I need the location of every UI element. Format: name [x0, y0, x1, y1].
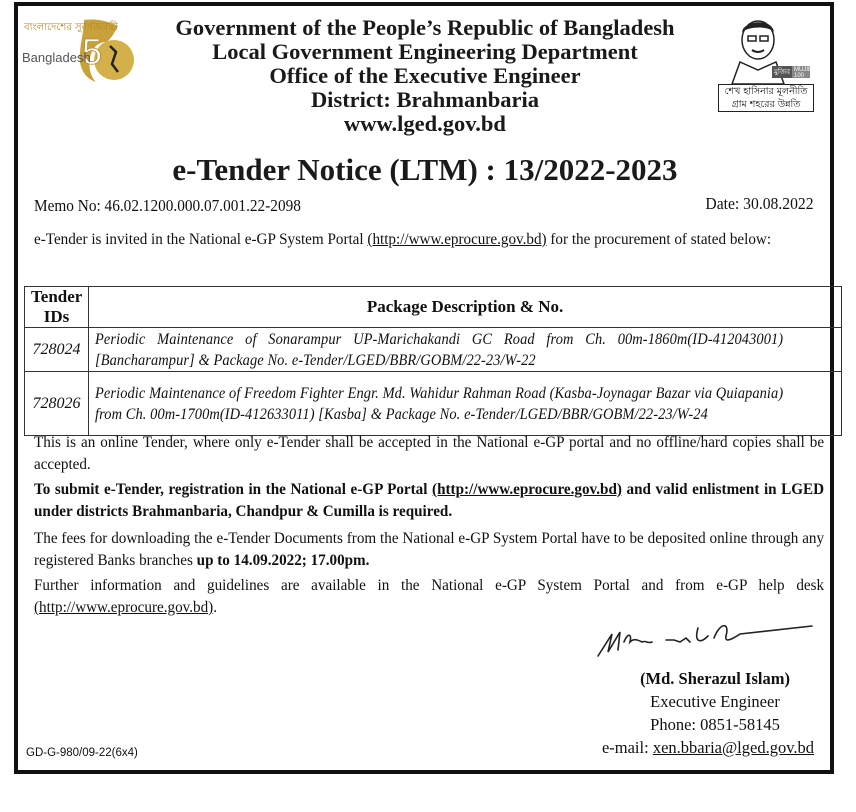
- eprocure-link[interactable]: (http://www.eprocure.gov.bd): [367, 230, 547, 248]
- logo-bengali-text: বাংলাদেশের সুবর্ণজয়ন্তী: [24, 22, 118, 33]
- eprocure-link[interactable]: (http://www.eprocure.gov.bd): [34, 598, 214, 616]
- column-header-package-description: Package Description & No.: [89, 287, 842, 328]
- signer-designation: Executive Engineer: [650, 692, 780, 711]
- intro-text-end: for the procurement of stated below:: [546, 230, 772, 248]
- fees-text: The fees for downloading the e-Tender Documents from the National e-GP System Portal have to be deposited online through any registered Banks branches: [34, 529, 825, 569]
- signature-image: [590, 612, 820, 664]
- header-website: www.lged.gov.bd: [344, 111, 506, 136]
- fees-paragraph: [34, 527, 824, 571]
- tender-id: 728026: [25, 372, 89, 436]
- package-description: Periodic Maintenance of Sonarampur UP-Marichakandi GC Road from Ch. 00m-1860m(ID-412043001) [Bancharampur] & Package No. e-Tender/LGED/BBR/GOBM/22-23/W-22: [95, 330, 784, 369]
- further-info-end: .: [213, 598, 217, 616]
- tender-id: 728024: [25, 328, 89, 372]
- header-district: District: Brahmanbaria: [310, 87, 540, 112]
- mujib-100-logo: [718, 14, 814, 110]
- email-label: e-mail:: [601, 738, 653, 757]
- memo-number: Memo No: 46.02.1200.000.07.001.22-2098: [34, 196, 301, 215]
- notice-title: e-Tender Notice (LTM) : 13/2022-2023: [172, 152, 678, 187]
- table-row: [25, 328, 842, 372]
- package-description: Periodic Maintenance of Freedom Fighter Engr. Md. Wahidur Rahman Road (Kasba-Joynagar Bazar via Quiapania) from Ch. 00m-1700m(ID-412633011) [Kasba] & Package No. e-Tender/LGED/BBR/GOBM/22-23/W-24: [95, 384, 784, 423]
- signer-phone: Phone: 0851-58145: [650, 715, 780, 734]
- submission-text: To submit e-Tender, registration in the National e-GP Portal: [34, 480, 433, 498]
- logo-bangladesh-text: Bangladesh: [22, 50, 91, 65]
- tender-table: [24, 286, 842, 436]
- email-link[interactable]: xen.bbaria@lged.gov.bd: [652, 738, 815, 757]
- header-government: Government of the People’s Republic of Bangladesh: [175, 15, 675, 40]
- table-row: [25, 372, 842, 436]
- fees-deadline: up to 14.09.2022; 17.00pm.: [196, 551, 370, 569]
- signer-email-line: [588, 737, 828, 759]
- column-header-tender-ids: Tender IDs: [25, 287, 89, 328]
- online-notice: This is an online Tender, where only e-Tender shall be accepted in the National e-GP portal and no offline/hard copies shall be accepted.: [34, 433, 825, 473]
- header-department: Local Government Engineering Department: [212, 39, 638, 64]
- submission-text-end: and valid enlistment in LGED under districts Brahmanbaria, Chandpur & Cumilla is required.: [34, 480, 825, 520]
- intro-text: e-Tender is invited in the National e-GP System Portal: [34, 230, 368, 248]
- intro-paragraph: [34, 228, 824, 250]
- svg-text:5: 5: [82, 31, 103, 72]
- mujib-brand-bn: মুজিব: [774, 68, 791, 76]
- notice-date: Date: 30.08.2022: [705, 194, 814, 213]
- print-code: GD-G-980/09-22(6x4): [26, 747, 138, 759]
- mujib-caption-line1: শেখ হাসিনার মূলনীতি: [724, 86, 808, 97]
- eprocure-link[interactable]: (http://www.eprocure.gov.bd): [432, 480, 622, 498]
- signer-name: (Md. Sherazul Islam): [640, 669, 790, 688]
- submission-requirements: [34, 478, 824, 522]
- further-info-text: Further information and guidelines are available in the National e-GP System Portal and from e-GP help desk: [34, 576, 825, 594]
- bangladesh-50-logo: [18, 12, 138, 84]
- table-header-row: [25, 287, 842, 328]
- mujib-brand-en: MUJIB 100: [794, 67, 812, 79]
- mujib-caption-line2: গ্রাম শহরের উন্নতি: [731, 99, 801, 110]
- header-office: Office of the Executive Engineer: [269, 63, 581, 88]
